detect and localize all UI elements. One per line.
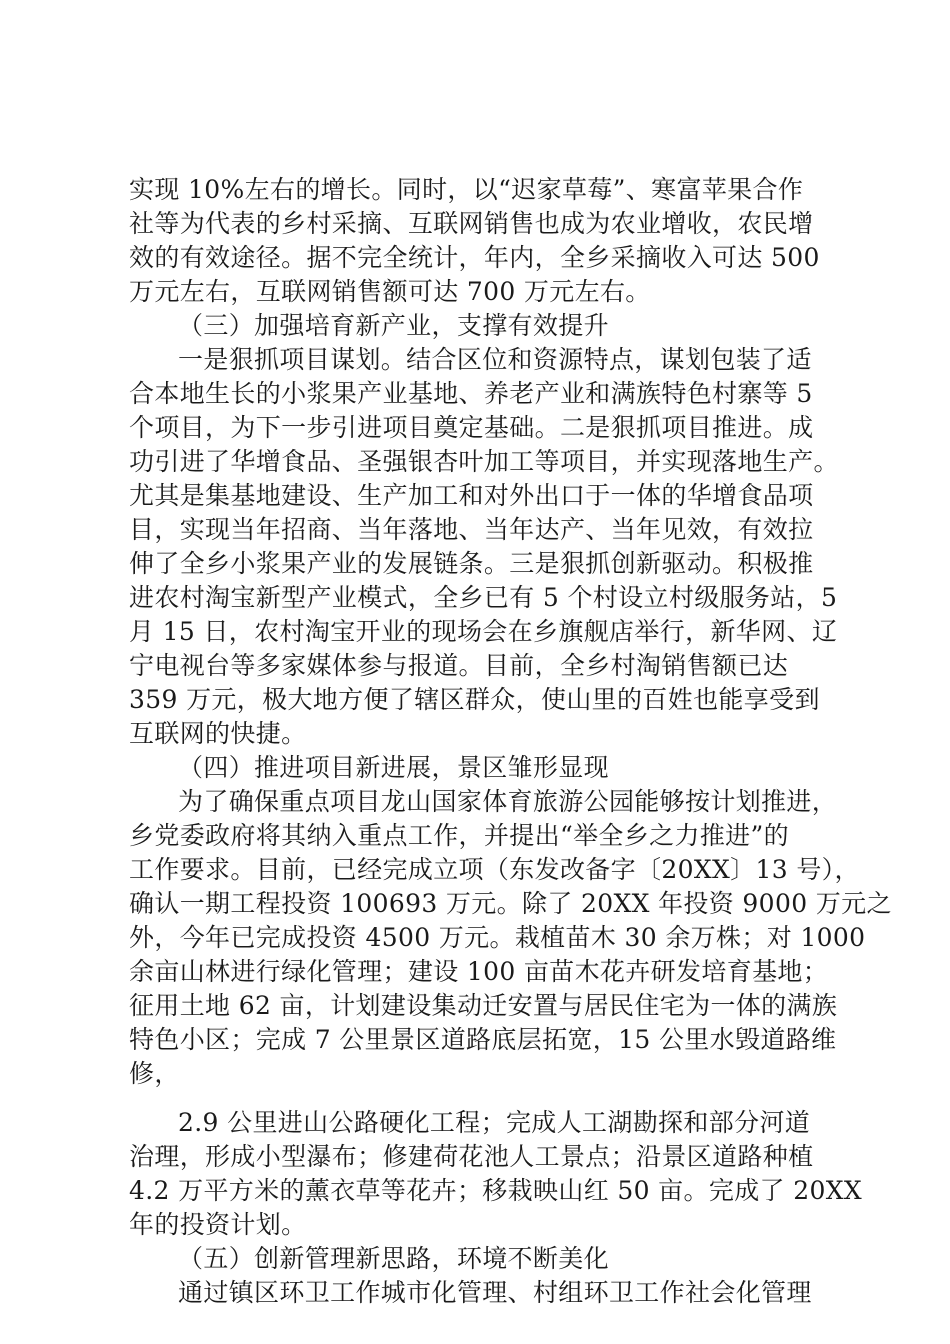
text-line: 互联网的快捷。 xyxy=(129,719,307,748)
section-heading-4: （四）推进项目新进展，景区雏形显现 xyxy=(178,753,609,782)
text-line: 征用土地 62 亩，计划建设集动迁安置与居民住宅为一体的满族 xyxy=(129,991,838,1020)
text-line: 伸了全乡小浆果产业的发展链条。三是狠抓创新驱动。积极推 xyxy=(129,549,814,578)
text-line: 确认一期工程投资 100693 万元。除了 20XX 年投资 9000 万元之 xyxy=(129,889,892,918)
text-line: 社等为代表的乡村采摘、互联网销售也成为农业增收，农民增 xyxy=(129,209,814,238)
text-line: 尤其是集基地建设、生产加工和对外出口于一体的华增食品项 xyxy=(129,481,814,510)
text-line: 个项目，为下一步引进项目奠定基础。二是狠抓项目推进。成 xyxy=(129,413,814,442)
text-line: 效的有效途径。据不完全统计，年内，全乡采摘收入可达 500 xyxy=(129,243,820,272)
text-line: 进农村淘宝新型产业模式，全乡已有 5 个村设立村级服务站，5 xyxy=(129,583,838,612)
text-line: 4.2 万平方米的薰衣草等花卉；移栽映山红 50 亩。完成了 20XX xyxy=(129,1176,863,1205)
text-line: 万元左右，互联网销售额可达 700 万元左右。 xyxy=(129,277,651,306)
text-line: 宁电视台等多家媒体参与报道。目前，全乡村淘销售额已达 xyxy=(129,651,789,680)
text-line: 目，实现当年招商、当年落地、当年达产、当年见效，有效拉 xyxy=(129,515,814,544)
text-line: 余亩山林进行绿化管理；建设 100 亩苗木花卉研发培育基地； xyxy=(129,957,829,986)
text-line: 为了确保重点项目龙山国家体育旅游公园能够按计划推进， xyxy=(178,787,838,816)
text-line: 外，今年已完成投资 4500 万元。栽植苗木 30 余万株；对 1000 xyxy=(129,923,866,952)
section-heading-3: （三）加强培育新产业，支撑有效提升 xyxy=(178,311,609,340)
text-line: 月 15 日，农村淘宝开业的现场会在乡旗舰店举行，新华网、辽 xyxy=(129,617,838,646)
text-line: 乡党委政府将其纳入重点工作，并提出“举全乡之力推进”的 xyxy=(129,821,790,850)
text-line: 2.9 公里进山公路硬化工程；完成人工湖勘探和部分河道 xyxy=(178,1108,811,1137)
text-line: 一是狠抓项目谋划。结合区位和资源特点，谋划包装了适 xyxy=(178,345,812,374)
section-heading-5: （五）创新管理新思路，环境不断美化 xyxy=(178,1244,609,1273)
text-line: 特色小区；完成 7 公里景区道路底层拓宽，15 公里水毁道路维 xyxy=(129,1025,837,1054)
text-line: 年的投资计划。 xyxy=(129,1210,307,1239)
text-line: 通过镇区环卫工作城市化管理、村组环卫工作社会化管理 xyxy=(178,1278,812,1307)
text-line: 治理，形成小型瀑布；修建荷花池人工景点；沿景区道路种植 xyxy=(129,1142,814,1171)
text-line: 修， xyxy=(129,1059,180,1088)
text-line: 合本地生长的小浆果产业基地、养老产业和满族特色村寨等 5 xyxy=(129,379,813,408)
text-line: 实现 10%左右的增长。同时，以“迟家草莓”、寒富苹果合作 xyxy=(129,175,804,204)
text-line: 359 万元，极大地方便了辖区群众，使山里的百姓也能享受到 xyxy=(129,685,820,714)
text-line: 工作要求。目前，已经完成立项（东发改备字〔20XX〕13 号）， xyxy=(129,855,860,884)
text-line: 功引进了华增食品、圣强银杏叶加工等项目，并实现落地生产。 xyxy=(129,447,839,476)
